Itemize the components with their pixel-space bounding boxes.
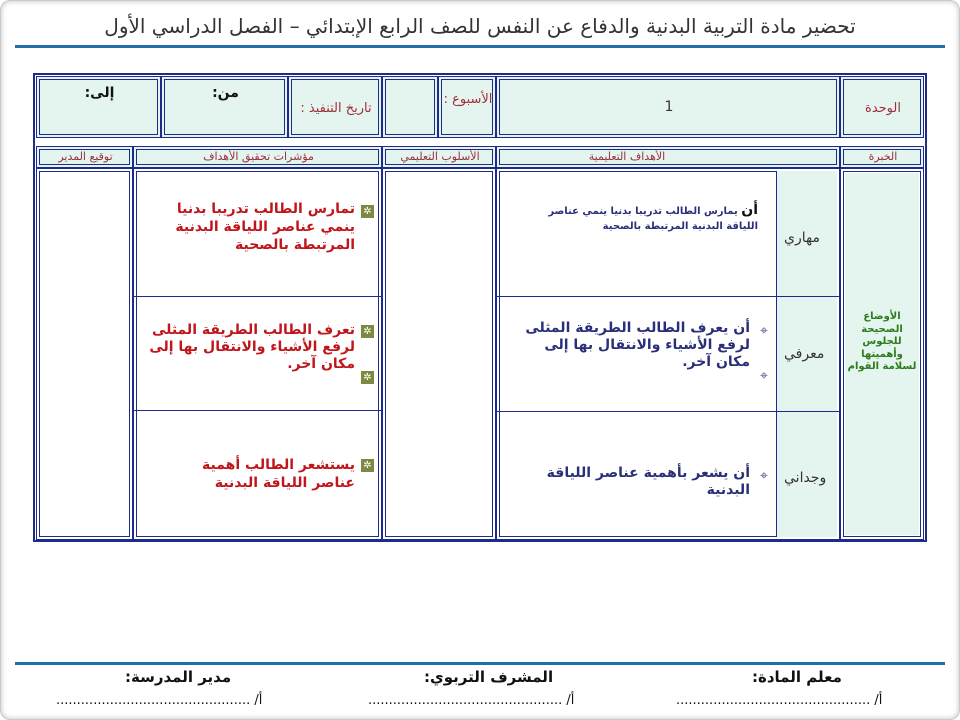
star-bullet-icon: ✲ <box>361 205 374 218</box>
indicator-divider-2 <box>133 410 382 411</box>
unit-label-cell <box>840 76 924 138</box>
principal-signature-line[interactable]: أ/ ............................................... <box>56 693 263 708</box>
header-principal-signature <box>36 146 133 168</box>
header-indicators <box>133 146 382 168</box>
objective-3: أن يشعر بأهمية عناصر اللياقة البدنية <box>546 465 750 498</box>
header-experience <box>840 146 924 168</box>
row-divider-1 <box>496 296 840 297</box>
category-skill: مهاري <box>784 230 820 246</box>
indicator-divider-1 <box>133 296 382 297</box>
star-bullet-icon: ✲ <box>361 325 374 338</box>
indicator-1: تمارس الطالب تدريبا بدنيا ينمي عناصر اللياقة البدنية المرتبطة بالصحية <box>175 201 355 253</box>
execution-date-label: تاريخ التنفيذ : <box>300 101 372 116</box>
method-column[interactable] <box>382 168 496 540</box>
objective-1 <box>528 203 758 234</box>
week-label-cell <box>438 76 496 138</box>
principal-label: مدير المدرسة: <box>125 668 232 686</box>
objective-2: أن يعرف الطالب الطريقة المثلى لرفع الأشياء والانتقال بها إلى مكان آخر. <box>525 320 750 370</box>
experience-cell <box>840 168 924 540</box>
experience-text: الأوضاع الصحيحة للجلوس وأهميتها لسلامة القوام <box>847 311 917 372</box>
header-method-text: الأسلوب التعليمي <box>400 150 480 163</box>
unit-value: 1 <box>664 99 674 115</box>
unit-value-cell[interactable] <box>496 76 840 138</box>
principal-signature-column[interactable] <box>36 168 133 540</box>
objective-1-prefix: أن <box>741 202 758 218</box>
indicator-2: تعرف الطالب الطريقة المثلى لرفع الأشياء والانتقال بها إلى مكان آخر. <box>149 322 355 372</box>
star-bullet-icon: ✲ <box>361 459 374 472</box>
execution-date-label-cell <box>288 76 382 138</box>
teacher-label: معلم المادة: <box>752 668 842 686</box>
header-objectives-text: الأهداف التعليمية <box>588 150 666 163</box>
header-method <box>382 146 496 168</box>
category-cognitive: معرفي <box>784 346 825 362</box>
unit-label: الوحدة <box>865 101 901 116</box>
header-indicators-text: مؤشرات تحقيق الأهداف <box>203 150 314 163</box>
footer-divider <box>15 662 945 665</box>
supervisor-signature-line[interactable]: أ/ ............................................... <box>368 693 575 708</box>
week-value-cell[interactable] <box>382 76 438 138</box>
row-divider-2 <box>496 411 840 412</box>
header-objectives <box>496 146 840 168</box>
week-label: الأسبوع : <box>443 92 493 107</box>
from-label: من: <box>212 85 239 101</box>
teacher-signature-line[interactable]: أ/ ............................................... <box>676 693 883 708</box>
title-divider <box>15 45 945 48</box>
page-title: تحضير مادة التربية البدنية والدفاع عن النفس للصف الرابع الإبتدائي – الفصل الدراسي الأول <box>104 14 856 38</box>
to-label: إلى: <box>84 85 115 101</box>
cross-bullet-icon: ⌖ <box>760 468 768 484</box>
to-date-cell[interactable] <box>36 76 161 138</box>
header-principal-signature-text: توقيع المدير <box>58 150 113 163</box>
star-bullet-icon: ✲ <box>361 371 374 384</box>
category-affective: وجداني <box>784 470 827 486</box>
cross-bullet-icon: ⌖ <box>760 323 768 339</box>
header-experience-text: الخبرة <box>868 150 898 163</box>
from-date-cell[interactable] <box>161 76 288 138</box>
cross-bullet-icon: ⌖ <box>760 368 768 384</box>
indicator-3: يستشعر الطالب أهمية عناصر اللياقة البدنية <box>202 457 355 491</box>
supervisor-label: المشرف التربوي: <box>424 668 554 686</box>
objective-1-text: يمارس الطالب تدريبا بدنيا ينمي عناصر اللياقة البدنية المرتبطة بالصحية <box>548 206 758 232</box>
